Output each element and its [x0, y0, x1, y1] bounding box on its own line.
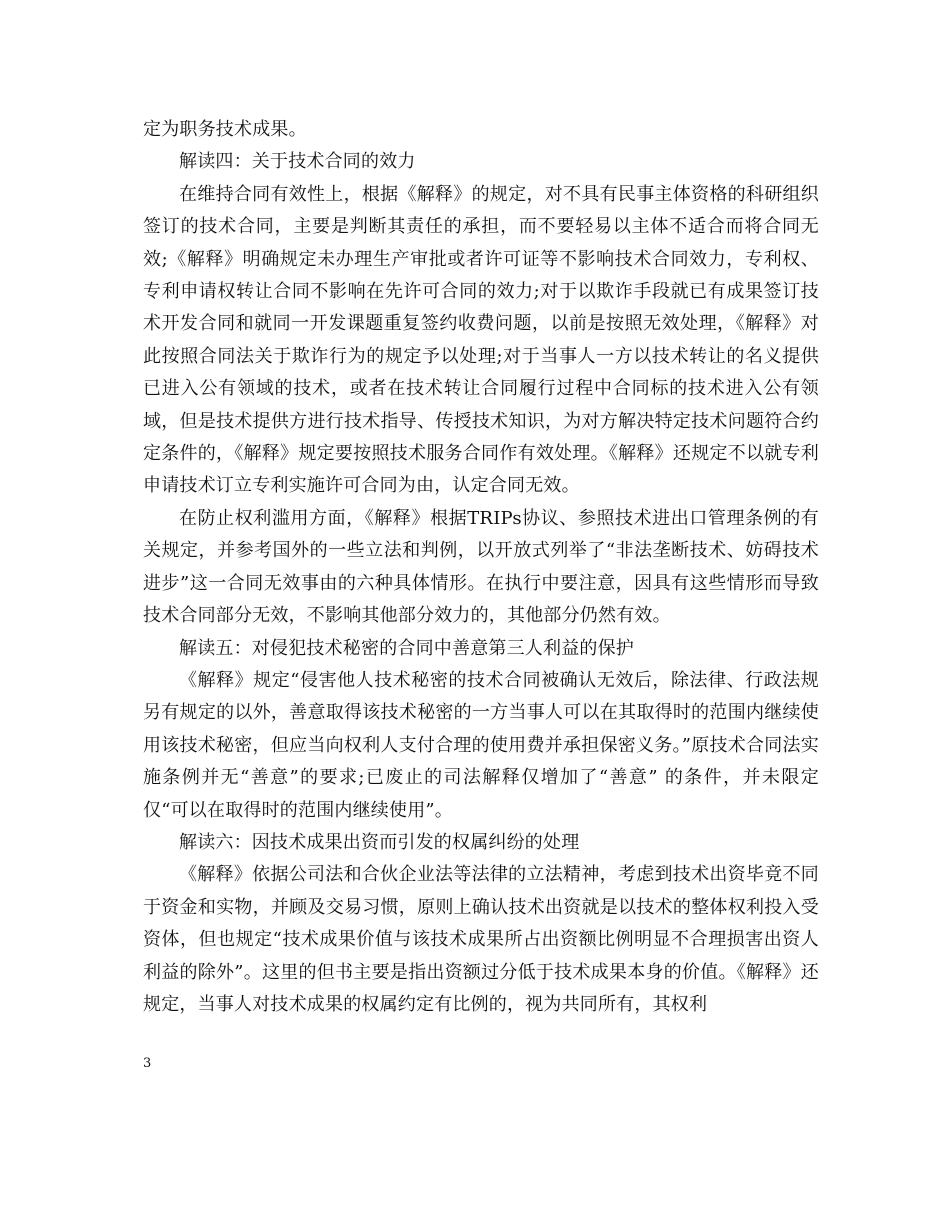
section-heading-interpretation-four: 解读四：关于技术合同的效力 [179, 151, 416, 173]
document-body [143, 114, 819, 1021]
section-heading-interpretation-six: 解读六：因技术成果出资而引发的权属纠纷的处理 [179, 831, 580, 853]
paragraph-abuse-of-rights: 在防止权利滥用方面，《解释》根据TRIPs协议、参照技术进出口管理条例的有关规定，并参考国外的一些立法和判例，以开放式列举了“非法垄断技术、妨碍技术进步”这一合同无效事由的六种具体情形。在执行中要注意，因具有这些情形而导致技术合同部分无效，不影响其他部分效力的，其他部分仍然有效。 [143, 507, 819, 627]
page-number: 3 [143, 1056, 152, 1071]
paragraph-good-faith-third-party: 《解释》规定“侵害他人技术秘密的技术合同被确认无效后，除法律、行政法规另有规定的以外，善意取得该技术秘密的一方当事人可以在其取得时的范围内继续使用该技术秘密，但应当向权利人支付合理的使用费并承担保密义务。”原技术合同法实施条例并无“善意”的要求;已废止的司法解释仅增加了“善意” 的条件，并未限定仅“可以在取得时的范围内继续使用”。 [143, 669, 819, 821]
paragraph-technology-contribution: 《解释》依据公司法和合伙企业法等法律的立法精神，考虑到技术出资毕竟不同于资金和实物，并顾及交易习惯，原则上确认技术出资就是以技术的整体权利投入受资体，但也规定“技术成果价值与该技术成果所占出资额比例明显不合理损害出资人利益的除外”。这里的但书主要是指出资额过分低于技术成果本身的价值。《解释》还规定，当事人对技术成果的权属约定有比例的，视为共同所有，其权利 [143, 864, 819, 1015]
section-heading-interpretation-five: 解读五：对侵犯技术秘密的合同中善意第三人利益的保护 [179, 637, 634, 659]
paragraph-contract-validity: 在维持合同有效性上，根据《解释》的规定，对不具有民事主体资格的科研组织签订的技术合同，主要是判断其责任的承担，而不要轻易以主体不适合而将合同无效;《解释》明确规定未办理生产审批或者许可证等不影响技术合同效力，专利权、专利申请权转让合同不影响在先许可合同的效力;对于以欺诈手段就已有成果签订技术开发合同和就同一开发课题重复签约收费问题，以前是按照无效处理，《解释》对此按照合同法关于欺诈行为的规定予以处理;对于当事人一方以技术转让的名义提供已进入公有领域的技术，或者在技术转让合同履行过程中合同标的技术进入公有领域，但是技术提供方进行技术指导、传授技术知识，为对方解决特定技术问题符合约定条件的，《解释》规定要按照技术服务合同作有效处理。《解释》还规定不以就专利申请技术订立专利实施许可合同为由，认定合同无效。 [143, 183, 819, 497]
paragraph-continuation: 定为职务技术成果。 [143, 119, 307, 140]
